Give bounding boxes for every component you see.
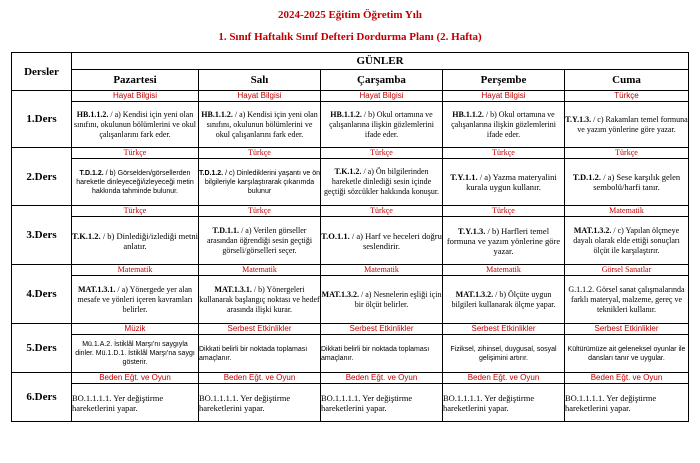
- table-row: [12, 384, 689, 422]
- outcome-code: T.D.1.1.: [212, 225, 240, 235]
- lesson-content: [72, 102, 199, 148]
- table-row: [12, 335, 689, 373]
- lesson-content: [199, 217, 321, 265]
- outcome-text: / b) Dinlediği/izlediği metni anlatır.: [100, 230, 198, 251]
- lesson-content: [72, 384, 199, 422]
- table-row: [12, 373, 689, 384]
- outcome-code: T.D.1.2.: [79, 169, 104, 177]
- outcome-text: BO.1.1.1.1. Yer değiştirme hareketlerini yapar.: [72, 392, 164, 413]
- subject-label: Beden Eğt. ve Oyun: [199, 373, 321, 384]
- outcome-code: T.Y.1.3.: [457, 225, 486, 236]
- header-day-cuma: Cuma: [565, 70, 689, 91]
- subject-label: Hayat Bilgisi: [72, 91, 199, 102]
- lesson-content: [565, 102, 689, 148]
- outcome-text: / c) Dinlediklerini yaşantı ve ön bilgileriyle karşılaştırarak çıkarımda bulunur: [204, 169, 321, 195]
- outcome-code: T.K.1.2.: [72, 230, 101, 241]
- subject-label: Türkçe: [565, 148, 689, 159]
- header-dersler: Dersler: [12, 53, 72, 91]
- table-row: [12, 159, 689, 206]
- outcome-text: Fiziksel, zihinsel, duygusal, sosyal gelişimini artırır.: [450, 345, 557, 362]
- lesson-content: [321, 276, 443, 324]
- outcome-code: HB.1.1.2.: [452, 109, 484, 119]
- subject-label: Türkçe: [199, 148, 321, 159]
- lesson-content: [72, 276, 199, 324]
- lesson-content: [565, 335, 689, 373]
- ders-label: 2.Ders: [12, 148, 72, 206]
- outcome-code: T.Y.1.1.: [450, 172, 478, 182]
- outcome-text: BO.1.1.1.1. Yer değiştirme hareketlerini yapar.: [199, 392, 291, 413]
- header-day-carsamba: Çarşamba: [321, 70, 443, 91]
- outcome-text: / b) Okul ortamına ve çalışanlarına ilişkin gözlemlerini ifade eder.: [329, 109, 434, 139]
- outcome-text: / a) Nesnelerin eşliği için bir ölçüt belirler.: [354, 289, 442, 309]
- subject-label: Beden Eğt. ve Oyun: [565, 373, 689, 384]
- table-row: [12, 276, 689, 324]
- ders-label: 4.Ders: [12, 265, 72, 324]
- lesson-content: [321, 217, 443, 265]
- header-day-pazartesi: Pazartesi: [72, 70, 199, 91]
- weekly-plan-table: [11, 52, 689, 422]
- outcome-text: Dikkati belirli bir noktada toplaması amaçlanır.: [199, 345, 308, 362]
- header-day-persembe: Perşembe: [443, 70, 565, 91]
- outcome-text: Dikkati belirli bir noktada toplaması amaçlanır.: [321, 345, 430, 362]
- subject-label: Beden Eğt. ve Oyun: [443, 373, 565, 384]
- subject-label: Matematik: [321, 265, 443, 276]
- document-subtitle: 1. Sınıf Haftalık Sınıf Defteri Dordurma Planı (2. Hafta): [218, 31, 482, 43]
- document-title: 2024-2025 Eğitim Öğretim Yılı: [278, 9, 422, 21]
- outcome-text: / b) Harfleri temel formuna ve yazım yönlerine göre yazar.: [446, 225, 561, 256]
- lesson-content: [565, 384, 689, 422]
- subject-label: Serbest Etkinlikler: [321, 324, 443, 335]
- lesson-content: [321, 102, 443, 148]
- table-row: [12, 148, 689, 159]
- subject-label: Matematik: [443, 265, 565, 276]
- outcome-code: HB.1.1.2.: [330, 109, 362, 119]
- outcome-text: / b) Okul ortamına ve çalışanlarına ilişkin gözlemlerini ifade eder.: [451, 109, 556, 139]
- subject-label: Beden Eğt. ve Oyun: [321, 373, 443, 384]
- lesson-content: [565, 276, 689, 324]
- table-row: [12, 91, 689, 102]
- subject-label: Türkçe: [72, 206, 199, 217]
- table-row: [12, 217, 689, 265]
- lesson-content: [321, 159, 443, 206]
- table-row: [12, 265, 689, 276]
- outcome-text: / a) Kendisi için yeni olan sınıfını, okulunun bölümlerini ve okul çalışanlarını fark eder.: [206, 109, 318, 139]
- table-row: [12, 206, 689, 217]
- outcome-code: T.K.1.2.: [334, 167, 362, 176]
- subject-label: Türkçe: [72, 148, 199, 159]
- outcome-text: BO.1.1.1.1. Yer değiştirme hareketlerini yapar.: [443, 392, 535, 413]
- subject-label: Serbest Etkinlikler: [565, 324, 689, 335]
- subject-label: Matematik: [72, 265, 199, 276]
- outcome-code: HB.1.1.2.: [201, 109, 233, 119]
- lesson-content: [321, 335, 443, 373]
- subject-label: Müzik: [72, 324, 199, 335]
- subject-label: Matematik: [199, 265, 321, 276]
- outcome-text: BO.1.1.1.1. Yer değiştirme hareketlerini yapar.: [565, 392, 657, 413]
- outcome-code: MAT.1.3.2.: [455, 289, 494, 299]
- ders-label: 1.Ders: [12, 91, 72, 148]
- subject-label: Serbest Etkinlikler: [199, 324, 321, 335]
- outcome-text: / c) Yapılan ölçmeye dayalı olarak elde ettiği sonuçları ölçüt ile karşılaştırır.: [573, 225, 680, 255]
- outcome-code: MAT.1.3.1.: [77, 284, 116, 294]
- outcome-text: Mü.1.A.2. İstiklâl Marşı'nı saygıyla dinler. Mü.1.D.1. İstiklâl Marşı'na saygı gösterir.: [75, 341, 195, 366]
- subject-label: Görsel Sanatlar: [565, 265, 689, 276]
- subject-label: Türkçe: [199, 206, 321, 217]
- lesson-content: [565, 217, 689, 265]
- ders-label: 3.Ders: [12, 206, 72, 265]
- lesson-content: [72, 159, 199, 206]
- lesson-content: [199, 384, 321, 422]
- lesson-content: [199, 159, 321, 206]
- outcome-code: MAT.1.3.2.: [321, 289, 360, 299]
- table-row: [12, 324, 689, 335]
- lesson-content: [199, 335, 321, 373]
- subject-label: Hayat Bilgisi: [321, 91, 443, 102]
- header-day-sali: Salı: [199, 70, 321, 91]
- outcome-text: / a) Yönergede yer alan mesafe ve yönleri içeren kavramları belirler.: [77, 284, 193, 314]
- outcome-text: / b) Ölçüte uygun bilgileri kullanarak ölçme yapar.: [451, 289, 556, 309]
- lesson-content: [199, 102, 321, 148]
- lesson-content: [443, 335, 565, 373]
- lesson-content: [443, 102, 565, 148]
- outcome-text: / a) Ön bilgilerinden hareketle dinlediği sesin içinde geçtiği sözcükler hakkında konuşur.: [323, 167, 440, 196]
- subject-label: Serbest Etkinlikler: [443, 324, 565, 335]
- header-gunler: GÜNLER: [72, 53, 689, 70]
- lesson-content: [443, 276, 565, 324]
- outcome-text: / b) Yönergeleri kullanarak başlangıç noktası ve hedef arasında ilişki kurar.: [199, 284, 320, 314]
- subject-label: Türkçe: [565, 91, 689, 102]
- outcome-text: / a) Verilen görseller arasından öğrendiği sesin geçtiği görseli/görselleri seçer.: [206, 225, 313, 255]
- outcome-text: / a) Sese karşılık gelen sembolü/harfi tanır.: [593, 172, 681, 192]
- outcome-text: / b) Görselden/görsellerden hareketle dinleyeceği/izleyeceği metin hakkında tahminde bulunur.: [76, 169, 194, 195]
- outcome-code: T.D.1.2.: [572, 172, 602, 182]
- subject-label: Hayat Bilgisi: [199, 91, 321, 102]
- outcome-text: / a) Kendisi için yeni olan sınıfını, okulunun bölümlerini ve okul çalışanlarını fark eder.: [74, 109, 196, 139]
- lesson-content: [72, 217, 199, 265]
- subject-label: Beden Eğt. ve Oyun: [72, 373, 199, 384]
- subject-label: Türkçe: [321, 148, 443, 159]
- outcome-code: T.D.1.2.: [199, 169, 224, 177]
- table-row: [12, 102, 689, 148]
- lesson-content: [72, 335, 199, 373]
- outcome-code: MAT.1.3.1.: [214, 284, 252, 294]
- ders-label: 6.Ders: [12, 373, 72, 422]
- subject-label: Türkçe: [443, 206, 565, 217]
- outcome-text: / c) Rakamları temel formuna ve yazım yönlerine göre yazar.: [577, 114, 688, 134]
- outcome-code: T.O.1.1.: [321, 230, 350, 241]
- outcome-text: G.1.1.2. Görsel sanat çalışmalarında farklı materyal, malzeme, gereç ve teknikleri kullanır.: [568, 284, 685, 314]
- outcome-code: HB.1.1.2.: [76, 109, 109, 119]
- lesson-content: [321, 384, 443, 422]
- outcome-text: Kültürümüze ait geleneksel oyunlar ile dansları tanır ve uygular.: [567, 345, 686, 362]
- subject-label: Türkçe: [443, 148, 565, 159]
- lesson-content: [443, 159, 565, 206]
- outcome-code: T.Y.1.3.: [565, 114, 592, 124]
- lesson-content: [443, 217, 565, 265]
- subject-label: Türkçe: [321, 206, 443, 217]
- lesson-content: [199, 276, 321, 324]
- outcome-code: MAT.1.3.2.: [573, 225, 612, 235]
- subject-label: Hayat Bilgisi: [443, 91, 565, 102]
- outcome-text: / a) Yazma materyalini kurala uygun kullanır.: [466, 172, 557, 192]
- lesson-content: [565, 159, 689, 206]
- outcome-text: BO.1.1.1.1. Yer değiştirme hareketlerini yapar.: [321, 392, 413, 413]
- ders-label: 5.Ders: [12, 324, 72, 373]
- lesson-content: [443, 384, 565, 422]
- subject-label: Matematik: [565, 206, 689, 217]
- outcome-text: / a) Harf ve heceleri doğru seslendirir.: [349, 230, 442, 251]
